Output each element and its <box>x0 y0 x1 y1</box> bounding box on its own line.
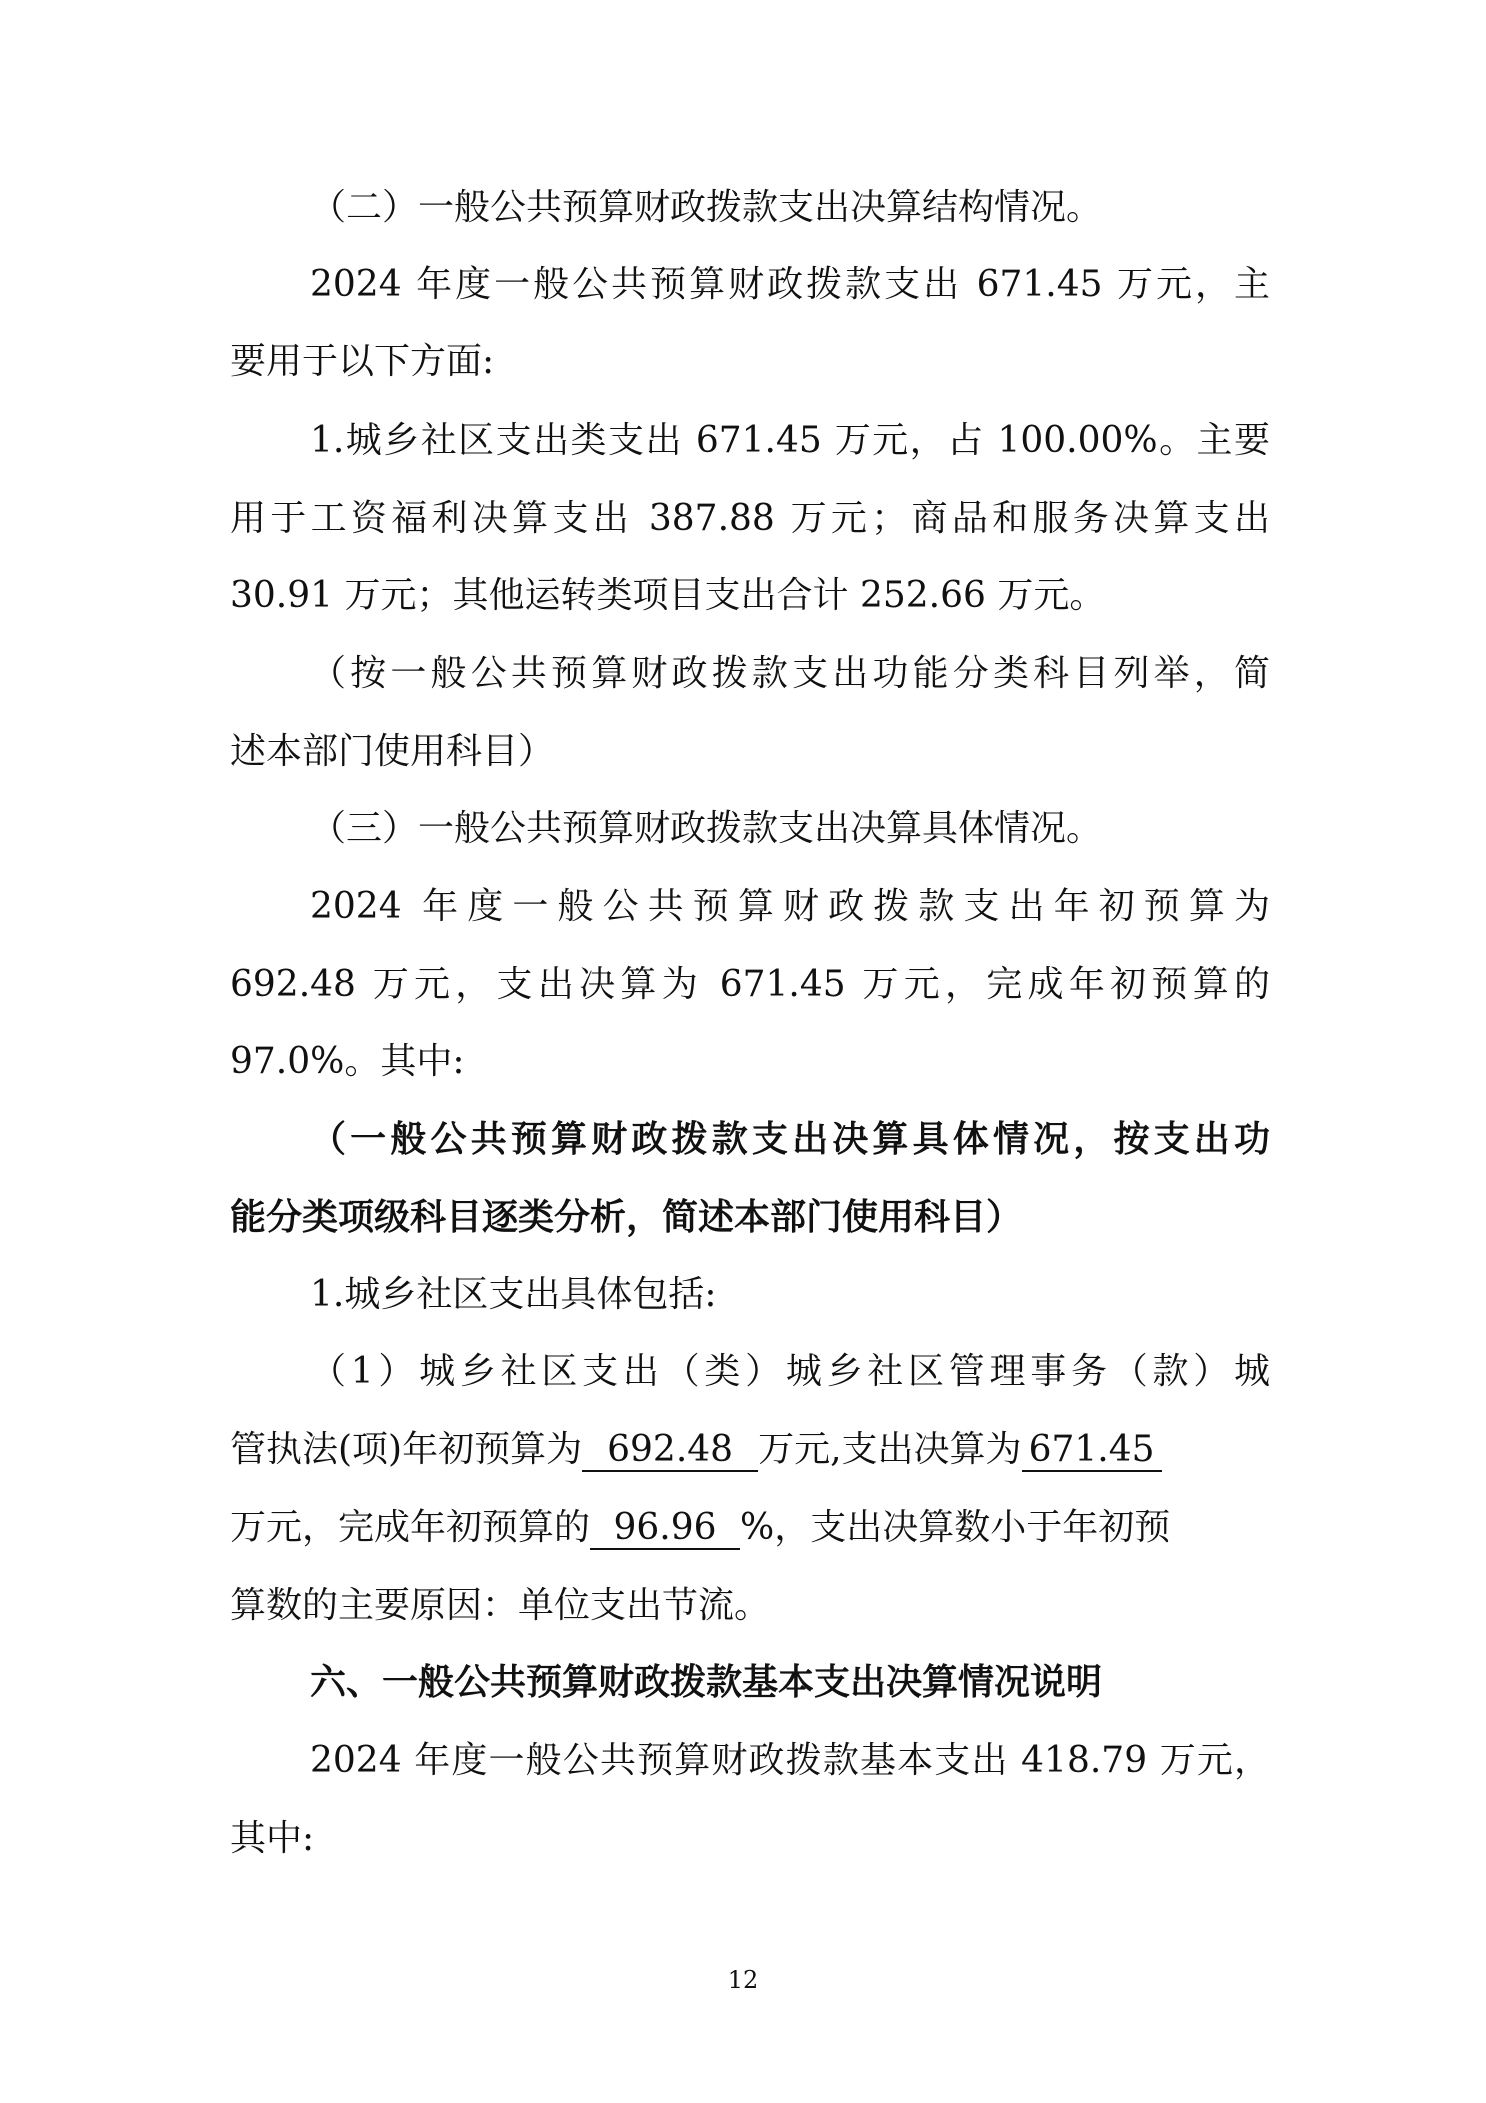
paragraph-line <box>230 1428 1270 1472</box>
paragraph-line: 1.城乡社区支出具体包括: <box>310 1274 717 1315</box>
filled-blank-budget: 692.48 <box>582 1430 758 1472</box>
text-segment: 万元，完成年初预算的 <box>230 1507 591 1548</box>
paragraph-line <box>230 1506 1270 1550</box>
paragraph-line: 97.0%。其中: <box>230 1041 465 1082</box>
paragraph-line: 30.91 万元；其他运转类项目支出合计 252.66 万元。 <box>230 575 1106 616</box>
paragraph-line: 算数的主要原因：单位支出节流。 <box>230 1585 771 1626</box>
bold-note-line: （一般公共预算财政拨款支出决算具体情况，按支出功 <box>310 1119 1270 1160</box>
paragraph-line: 692.48 万元，支出决算为 671.45 万元，完成年初预算的 <box>230 964 1270 1005</box>
paragraph-line: 用于工资福利决算支出 387.88 万元；商品和服务决算支出 <box>230 498 1270 539</box>
page-number: 12 <box>727 1966 759 1994</box>
section-heading-6: 六、一般公共预算财政拨款基本支出决算情况说明 <box>310 1662 1103 1703</box>
section-heading-2: （二）一般公共预算财政拨款支出决算结构情况。 <box>310 187 1103 228</box>
paragraph-line: 1.城乡社区支出类支出 671.45 万元，占 100.00%。主要 <box>310 420 1270 461</box>
note-line: 述本部门使用科目） <box>230 731 555 772</box>
paragraph-line: 其中: <box>230 1818 315 1859</box>
filled-blank-rate: 96.96 <box>590 1508 740 1550</box>
paragraph-line: （1）城乡社区支出（类）城乡社区管理事务（款）城 <box>310 1351 1270 1392</box>
filled-blank-actual: 671.45 <box>1022 1430 1162 1472</box>
paragraph-line: 2024 年度一般公共预算财政拨款基本支出 418.79 万元， <box>310 1740 1270 1781</box>
text-segment: 万元,支出决算为 <box>758 1429 1022 1470</box>
paragraph-line: 2024 年度一般公共预算财政拨款支出年初预算为 <box>310 886 1270 927</box>
note-line: （按一般公共预算财政拨款支出功能分类科目列举，简 <box>310 653 1270 694</box>
text-segment: 管执法(项)年初预算为 <box>230 1429 583 1470</box>
paragraph-line: 2024 年度一般公共预算财政拨款支出 671.45 万元，主 <box>310 264 1270 305</box>
bold-note-line: 能分类项级科目逐类分析，简述本部门使用科目） <box>230 1197 1023 1238</box>
section-heading-3: （三）一般公共预算财政拨款支出决算具体情况。 <box>310 808 1103 849</box>
paragraph-line: 要用于以下方面: <box>230 341 495 382</box>
text-segment: %，支出决算数小于年初预 <box>740 1507 1171 1548</box>
